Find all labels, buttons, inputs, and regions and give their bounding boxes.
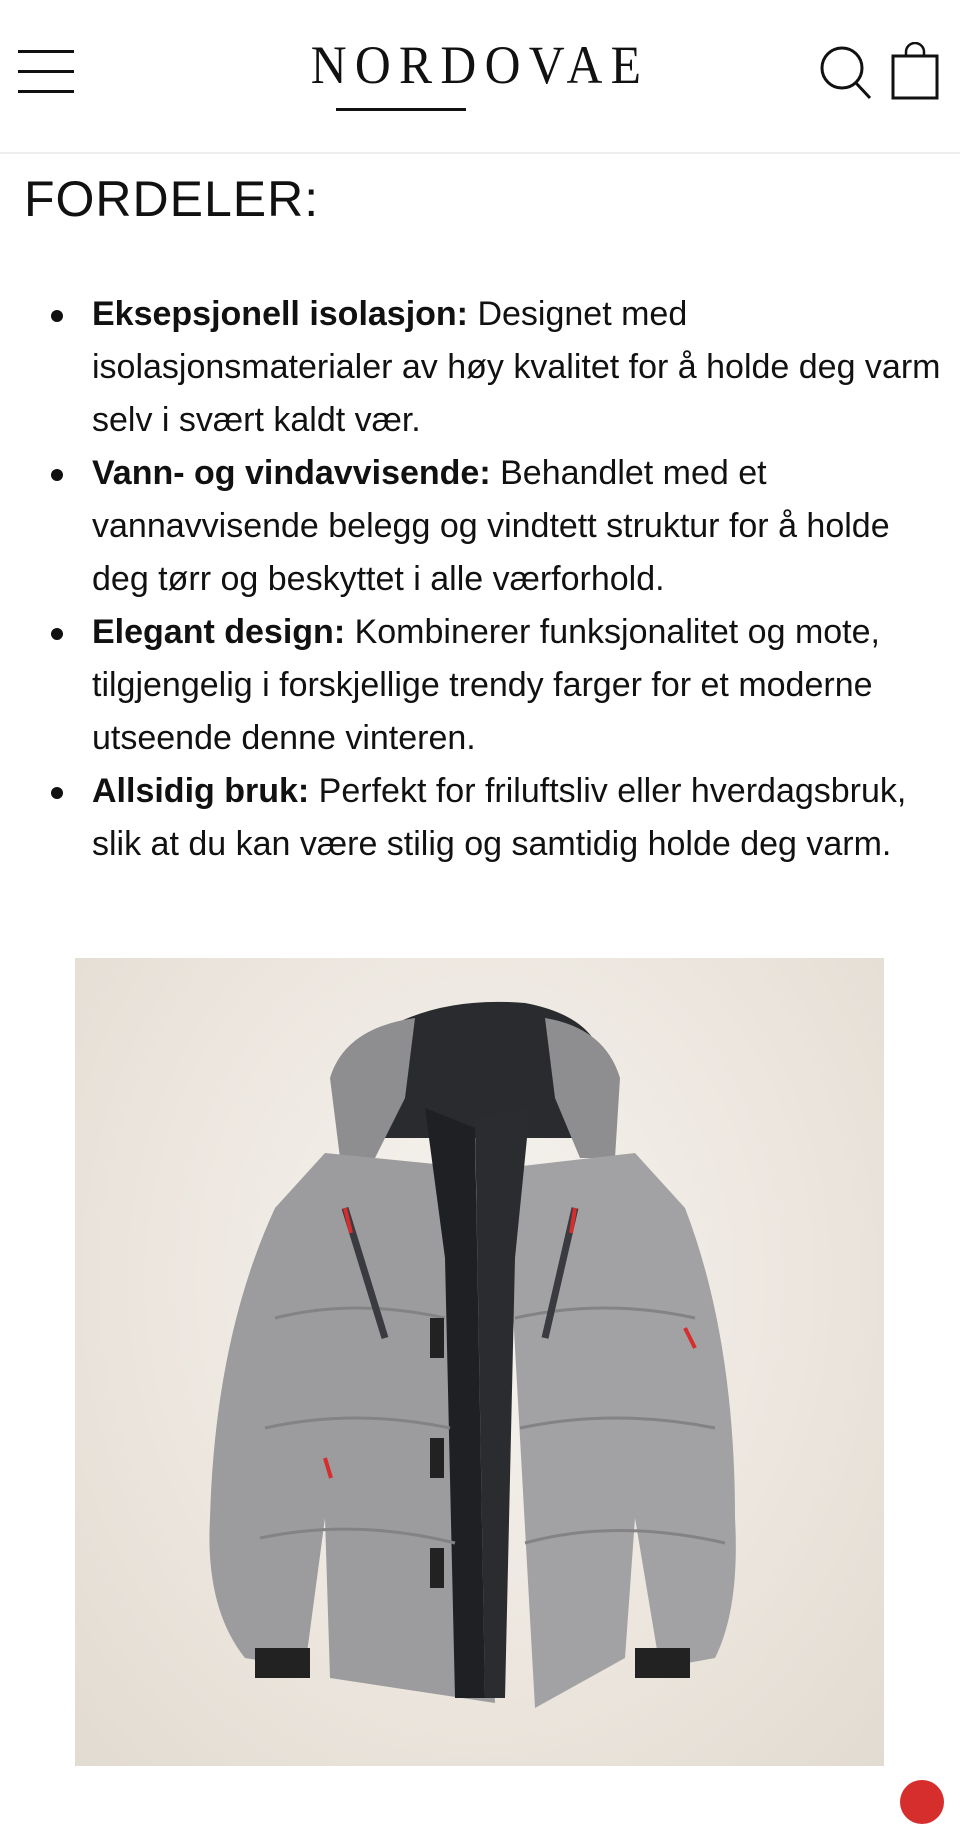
- benefit-text: Behandlet med et vannavvisende belegg og vindtett struktur for å holde deg tørr og beskyttet i alle værforhold.: [92, 454, 890, 598]
- benefit-text: Perfekt for friluftsliv eller hverdagsbruk, slik at du kan være stilig og samtidig holde deg varm.: [92, 772, 907, 863]
- site-header: [0, 0, 960, 154]
- benefit-text: Designet med isolasjonsmaterialer av høy kvalitet for å holde deg varm selv i svært kaldt vær.: [92, 295, 941, 439]
- jacket-illustration: [75, 958, 884, 1766]
- list-item: [0, 765, 960, 871]
- cart-icon[interactable]: [890, 42, 942, 100]
- list-item: [0, 288, 960, 447]
- list-item: [0, 447, 960, 606]
- benefit-label: Allsidig bruk:: [92, 772, 310, 810]
- benefit-label: Eksepsjonell isolasjon:: [92, 295, 469, 333]
- logo-underline: [336, 108, 466, 111]
- benefit-label: Elegant design:: [92, 613, 346, 651]
- benefits-list: [0, 288, 960, 871]
- product-image-jacket: [75, 958, 884, 1766]
- chat-badge-button[interactable]: [900, 1780, 944, 1824]
- search-icon[interactable]: [818, 42, 874, 100]
- section-title: FORDELER:: [24, 171, 320, 227]
- benefit-label: Vann- og vindavvisende:: [92, 454, 491, 492]
- list-item: [0, 606, 960, 765]
- benefit-text: Kombinerer funksjonalitet og mote, tilgjengelig i forskjellige trendy farger for et moderne utseende denne vinteren.: [92, 613, 880, 757]
- brand-logo[interactable]: NORDOVAE: [310, 35, 650, 95]
